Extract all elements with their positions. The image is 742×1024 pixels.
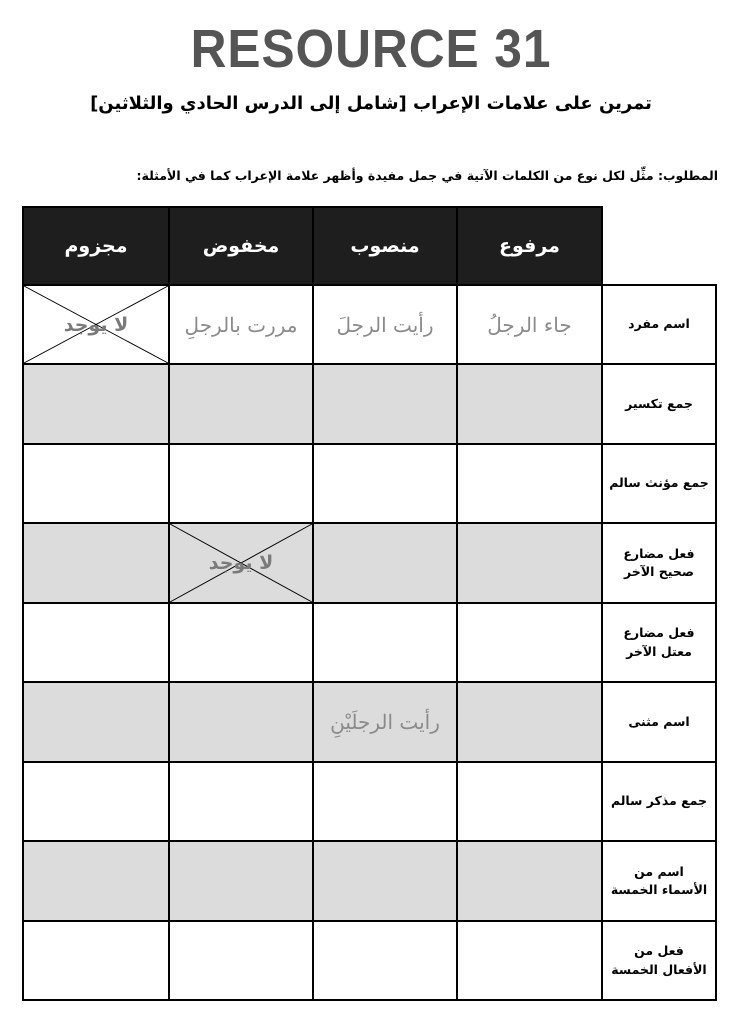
cell-majzoum[interactable] (23, 682, 169, 762)
example-text: مررت بالرجلِ (184, 312, 298, 337)
cell-majzoum[interactable] (23, 444, 169, 523)
cell-marfou[interactable] (457, 841, 602, 921)
header-majzoum: مجزوم (23, 207, 169, 285)
exercise-table (22, 206, 717, 1001)
table-row (23, 921, 716, 1000)
table-row (23, 523, 716, 603)
header-makhfoud: مخفوض (169, 207, 313, 285)
cell-marfou (457, 285, 602, 364)
cell-makhfoud[interactable] (169, 682, 313, 762)
cell-makhfoud[interactable] (169, 364, 313, 444)
cell-mansoub[interactable] (313, 364, 457, 444)
cell-mansoub (313, 682, 457, 762)
cell-majzoum[interactable] (23, 762, 169, 841)
table-row (23, 603, 716, 682)
cell-majzoum[interactable] (23, 523, 169, 603)
table-row (23, 841, 716, 921)
example-text: رأيت الرجلَيْنِ (330, 710, 440, 734)
cell-marfou[interactable] (457, 523, 602, 603)
cell-majzoum[interactable] (23, 364, 169, 444)
row-label: جمع تكسير (602, 364, 716, 444)
row-label: فعل من الأفعال الخمسة (602, 921, 716, 1000)
cell-marfou[interactable] (457, 364, 602, 444)
cell-mansoub[interactable] (313, 841, 457, 921)
cell-makhfoud (169, 285, 313, 364)
header-mansoub: منصوب (313, 207, 457, 285)
cell-makhfoud[interactable] (169, 444, 313, 523)
row-label: اسم من الأسماء الخمسة (602, 841, 716, 921)
row-label: اسم مثنى (602, 682, 716, 762)
row-label: فعل مضارع معتل الآخر (602, 603, 716, 682)
cell-mansoub[interactable] (313, 762, 457, 841)
header-row (23, 207, 716, 285)
table-row (23, 285, 716, 364)
example-text: رأيت الرجلَ (336, 312, 434, 337)
cell-mansoub (313, 285, 457, 364)
row-label: جمع مؤنث سالم (602, 444, 716, 523)
cell-makhfoud[interactable] (169, 921, 313, 1000)
cell-mansoub[interactable] (313, 523, 457, 603)
cell-mansoub[interactable] (313, 444, 457, 523)
cell-majzoum[interactable] (23, 921, 169, 1000)
cell-marfou[interactable] (457, 682, 602, 762)
cell-makhfoud[interactable] (169, 841, 313, 921)
cell-marfou[interactable] (457, 444, 602, 523)
row-label: جمع مذكر سالم (602, 762, 716, 841)
exercise-subtitle: تمرين على علامات الإعراب [شامل إلى الدرس الحادي والثلاثين] (90, 93, 652, 114)
cell-makhfoud[interactable] (169, 603, 313, 682)
header-corner (602, 207, 716, 285)
instruction-text: المطلوب: مثِّل لكل نوع من الكلمات الآتية في جمل مفيدة وأظهر علامة الإعراب كما في الأمثلة: (136, 168, 718, 183)
not-applicable-text: لا يوجد (208, 552, 274, 574)
cell-majzoum[interactable] (23, 841, 169, 921)
cell-marfou[interactable] (457, 921, 602, 1000)
example-text: جاء الرجلُ (487, 312, 572, 337)
table-row (23, 762, 716, 841)
cell-majzoum[interactable] (23, 603, 169, 682)
cell-mansoub[interactable] (313, 921, 457, 1000)
table-row (23, 444, 716, 523)
cell-makhfoud[interactable] (169, 762, 313, 841)
cell-majzoum (23, 285, 169, 364)
cell-mansoub[interactable] (313, 603, 457, 682)
table-row (23, 364, 716, 444)
cell-marfou[interactable] (457, 603, 602, 682)
row-label: فعل مضارع صحيح الآخر (602, 523, 716, 603)
row-label: اسم مفرد (602, 285, 716, 364)
cell-marfou[interactable] (457, 762, 602, 841)
page-title: RESOURCE 31 (190, 19, 552, 79)
cell-makhfoud (169, 523, 313, 603)
header-marfou: مرفوع (457, 207, 602, 285)
table-row (23, 682, 716, 762)
not-applicable-text: لا يوجد (63, 313, 129, 336)
